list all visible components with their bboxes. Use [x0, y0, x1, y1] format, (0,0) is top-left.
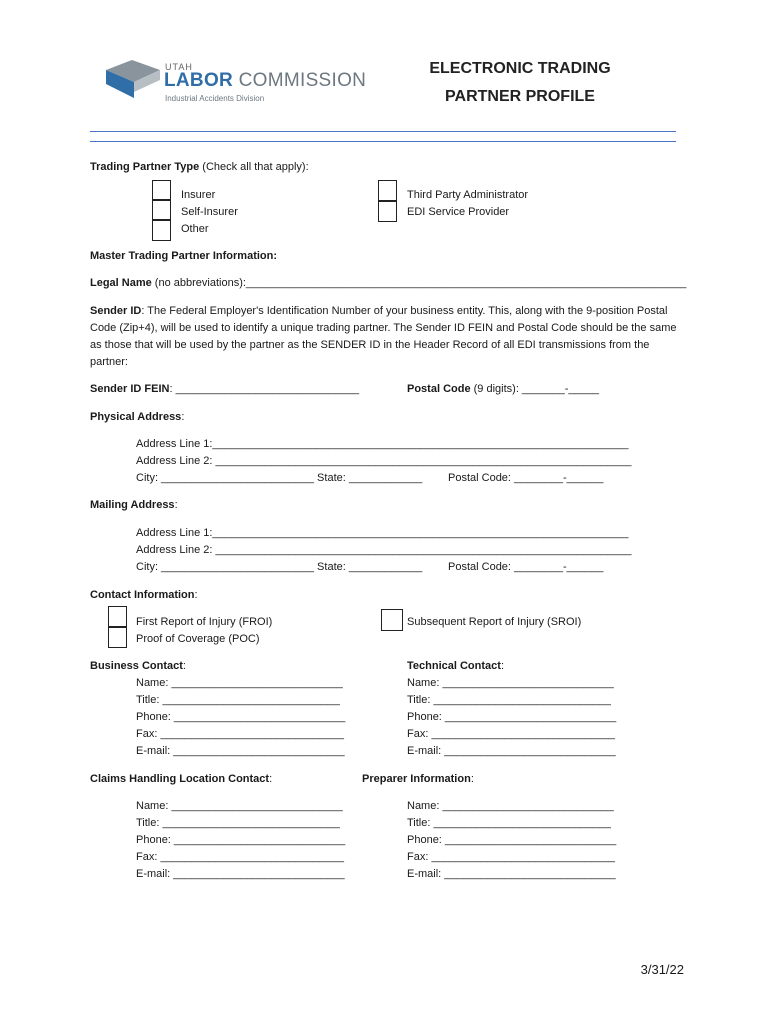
legal-name-field[interactable]: Legal Name (no abbreviations):________________________________________________________________________: [90, 277, 687, 289]
business-phone-field[interactable]: Phone: ____________________________: [136, 711, 346, 723]
edi-provider-label: EDI Service Provider: [407, 206, 510, 218]
self-insurer-label: Self-Insurer: [181, 206, 238, 218]
poc-checkbox[interactable]: [108, 627, 127, 648]
preparer-phone-field[interactable]: Phone: ____________________________: [407, 834, 617, 846]
sroi-label: Subsequent Report of Injury (SROI): [407, 616, 582, 628]
business-title-field[interactable]: Title: _____________________________: [136, 694, 340, 706]
header-rule-2: [90, 141, 676, 142]
sender-postal-field[interactable]: Postal Code (9 digits): _______-_____: [407, 383, 600, 395]
business-email-field[interactable]: E-mail: ____________________________: [136, 745, 345, 757]
mailing-postal-code[interactable]: Postal Code: ________-______: [448, 561, 604, 573]
logo-utah-text: UTAH: [165, 62, 193, 72]
claims-phone-field[interactable]: Phone: ____________________________: [136, 834, 346, 846]
header-rule-1: [90, 131, 676, 132]
sender-fein-field[interactable]: Sender ID FEIN: ______________________________: [90, 383, 360, 395]
edi-provider-checkbox[interactable]: [378, 201, 397, 222]
business-name-field[interactable]: Name: ____________________________: [136, 677, 343, 689]
partner-type-label: Trading Partner Type (Check all that apply):: [90, 161, 309, 173]
page-title-line1: ELECTRONIC TRADING: [429, 60, 611, 77]
tpa-checkbox[interactable]: [378, 180, 397, 201]
poc-label: Proof of Coverage (POC): [136, 633, 260, 645]
logo-division-text: Industrial Accidents Division: [165, 94, 265, 103]
physical-address-heading: Physical Address:: [90, 411, 185, 423]
mailing-city-state[interactable]: City: _________________________ State: ____________: [136, 561, 423, 573]
preparer-email-field[interactable]: E-mail: ____________________________: [407, 868, 616, 880]
tpa-label: Third Party Administrator: [407, 189, 529, 201]
preparer-fax-field[interactable]: Fax: ______________________________: [407, 851, 615, 863]
mailing-address-heading: Mailing Address:: [90, 499, 178, 511]
claims-email-field[interactable]: E-mail: ____________________________: [136, 868, 345, 880]
preparer-title-field[interactable]: Title: _____________________________: [407, 817, 611, 829]
claims-contact-heading: Claims Handling Location Contact:: [90, 773, 273, 785]
revision-date: 3/31/22: [640, 962, 684, 977]
self-insurer-checkbox[interactable]: [152, 200, 171, 220]
technical-name-field[interactable]: Name: ____________________________: [407, 677, 614, 689]
page-title-line2: PARTNER PROFILE: [445, 88, 595, 105]
other-checkbox[interactable]: [152, 220, 171, 241]
mailing-address-line2[interactable]: Address Line 2: ____________________________________________________________________: [136, 544, 632, 556]
mailing-address-line1[interactable]: Address Line 1:____________________________________________________________________: [136, 527, 629, 539]
claims-title-field[interactable]: Title: _____________________________: [136, 817, 340, 829]
contact-info-heading: Contact Information:: [90, 589, 198, 601]
technical-title-field[interactable]: Title: _____________________________: [407, 694, 611, 706]
logo-commission-text: COMMISSION: [233, 70, 367, 91]
insurer-checkbox[interactable]: [152, 180, 171, 200]
froi-checkbox[interactable]: [108, 606, 127, 627]
master-info-heading: Master Trading Partner Information:: [90, 250, 278, 262]
preparer-name-field[interactable]: Name: ____________________________: [407, 800, 614, 812]
technical-contact-heading: Technical Contact:: [407, 660, 504, 672]
technical-fax-field[interactable]: Fax: ______________________________: [407, 728, 615, 740]
physical-address-line1[interactable]: Address Line 1:____________________________________________________________________: [136, 438, 629, 450]
logo-name: [164, 70, 366, 92]
physical-postal-code[interactable]: Postal Code: ________-______: [448, 472, 604, 484]
physical-city-state[interactable]: City: _________________________ State: ____________: [136, 472, 423, 484]
logo-mark-icon: [104, 58, 164, 108]
technical-email-field[interactable]: E-mail: ____________________________: [407, 745, 616, 757]
preparer-info-heading: Preparer Information:: [362, 773, 474, 785]
insurer-label: Insurer: [181, 189, 216, 201]
logo-labor-text: LABOR: [164, 70, 234, 91]
sender-id-description: Sender ID: The Federal Employer's Identification Number of your business entity. This, along with the 9-position Postal Code (Zip+4), will be used to identify a unique trading partner. The Sender ID FEIN and Postal Code should be the same as those that will be used by the partner as the SENDER ID in the Header Record of all EDI transmissions from the partner:: [90, 305, 677, 368]
business-fax-field[interactable]: Fax: ______________________________: [136, 728, 344, 740]
froi-label: First Report of Injury (FROI): [136, 616, 273, 628]
technical-phone-field[interactable]: Phone: ____________________________: [407, 711, 617, 723]
claims-name-field[interactable]: Name: ____________________________: [136, 800, 343, 812]
physical-address-line2[interactable]: Address Line 2: ____________________________________________________________________: [136, 455, 632, 467]
claims-fax-field[interactable]: Fax: ______________________________: [136, 851, 344, 863]
sroi-checkbox[interactable]: [381, 609, 403, 631]
business-contact-heading: Business Contact:: [90, 660, 186, 672]
other-label: Other: [181, 223, 209, 235]
